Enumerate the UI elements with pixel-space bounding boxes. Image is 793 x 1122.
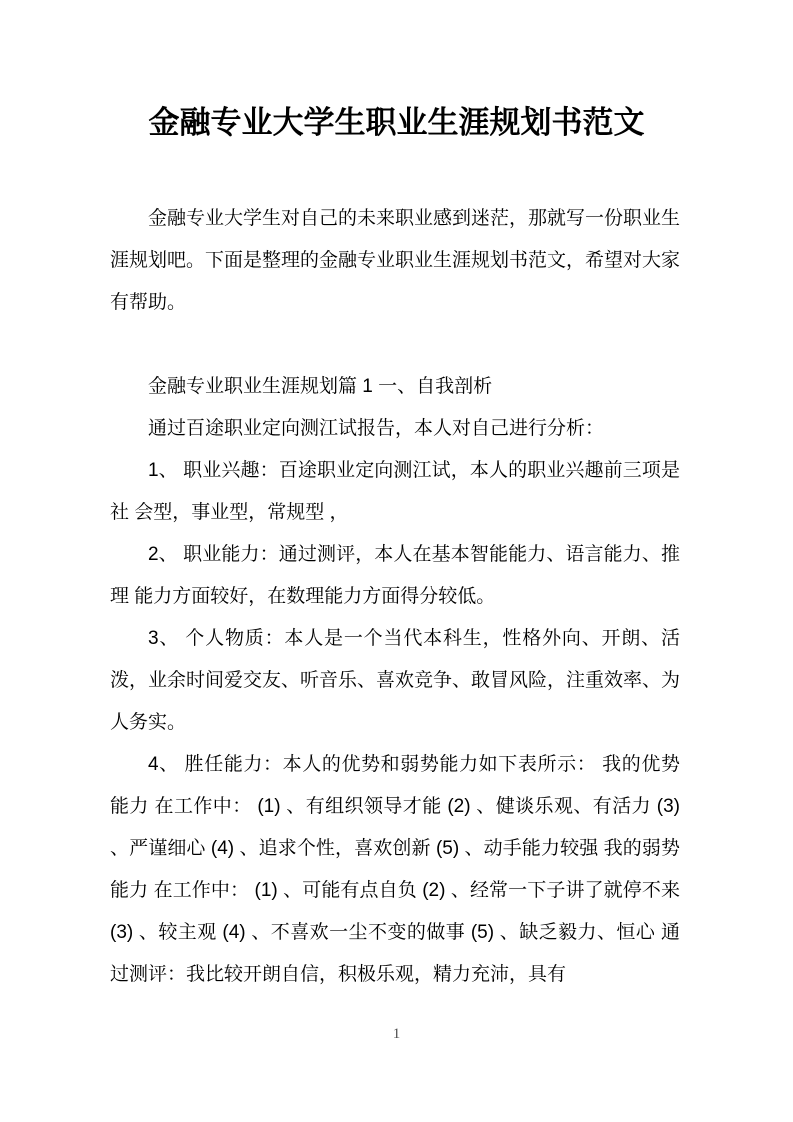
paragraph-analysis-intro: 通过百途职业定向测江试报告，本人对自己进行分析：	[148, 418, 605, 439]
paragraph-section-heading: 金融专业职业生涯规划篇 1 一、自我剖析	[148, 376, 493, 397]
paragraph-intro: 金融专业大学生对自己的未来职业感到迷茫，那就写一份职业生涯规划吧。下面是整理的金融专业职业生涯规划书范文，希望对大家有帮助。	[110, 208, 681, 313]
paragraph-item-4-competence: 4、 胜任能力：本人的优势和弱势能力如下表所示： 我的优势能力 在工作中： (1) 、有组织领导才能 (2) 、健谈乐观、有活力 (3) 、严谨细心 (4) 、追求个性，喜欢创新 (5) 、动手能力较强 我的弱势能力 在工作中： (1) 、可能有点自负 (2) 、经常一下子讲了就停不来 (3) 、较主观 (4) 、不喜欢一尘不变的做事 (5) 、缺乏毅力、恒心 通过测评：我比较开朗自信，积极乐观，精力充沛，具有	[110, 754, 680, 985]
paragraph-item-3-personal-traits: 3、 个人物质：本人是一个当代本科生，性格外向、开朗、活泼，业余时间爱交友、听音乐、喜欢竞争、敢冒风险，注重效率、为 人务实。	[110, 628, 681, 733]
page-number: 1	[392, 1026, 401, 1042]
paragraph-item-2-career-ability: 2、 职业能力：通过测评，本人在基本智能能力、语言能力、推理 能力方面较好，在数理能力方面得分较低。	[110, 544, 680, 607]
paragraph-item-1-career-interest: 1、 职业兴趣：百途职业定向测江试，本人的职业兴趣前三项是社 会型，事业型，常规型 ，	[110, 460, 680, 523]
page-footer	[0, 1024, 793, 1044]
document-title: 金融专业大学生职业生涯规划书范文	[148, 105, 645, 140]
document-body	[110, 198, 680, 996]
